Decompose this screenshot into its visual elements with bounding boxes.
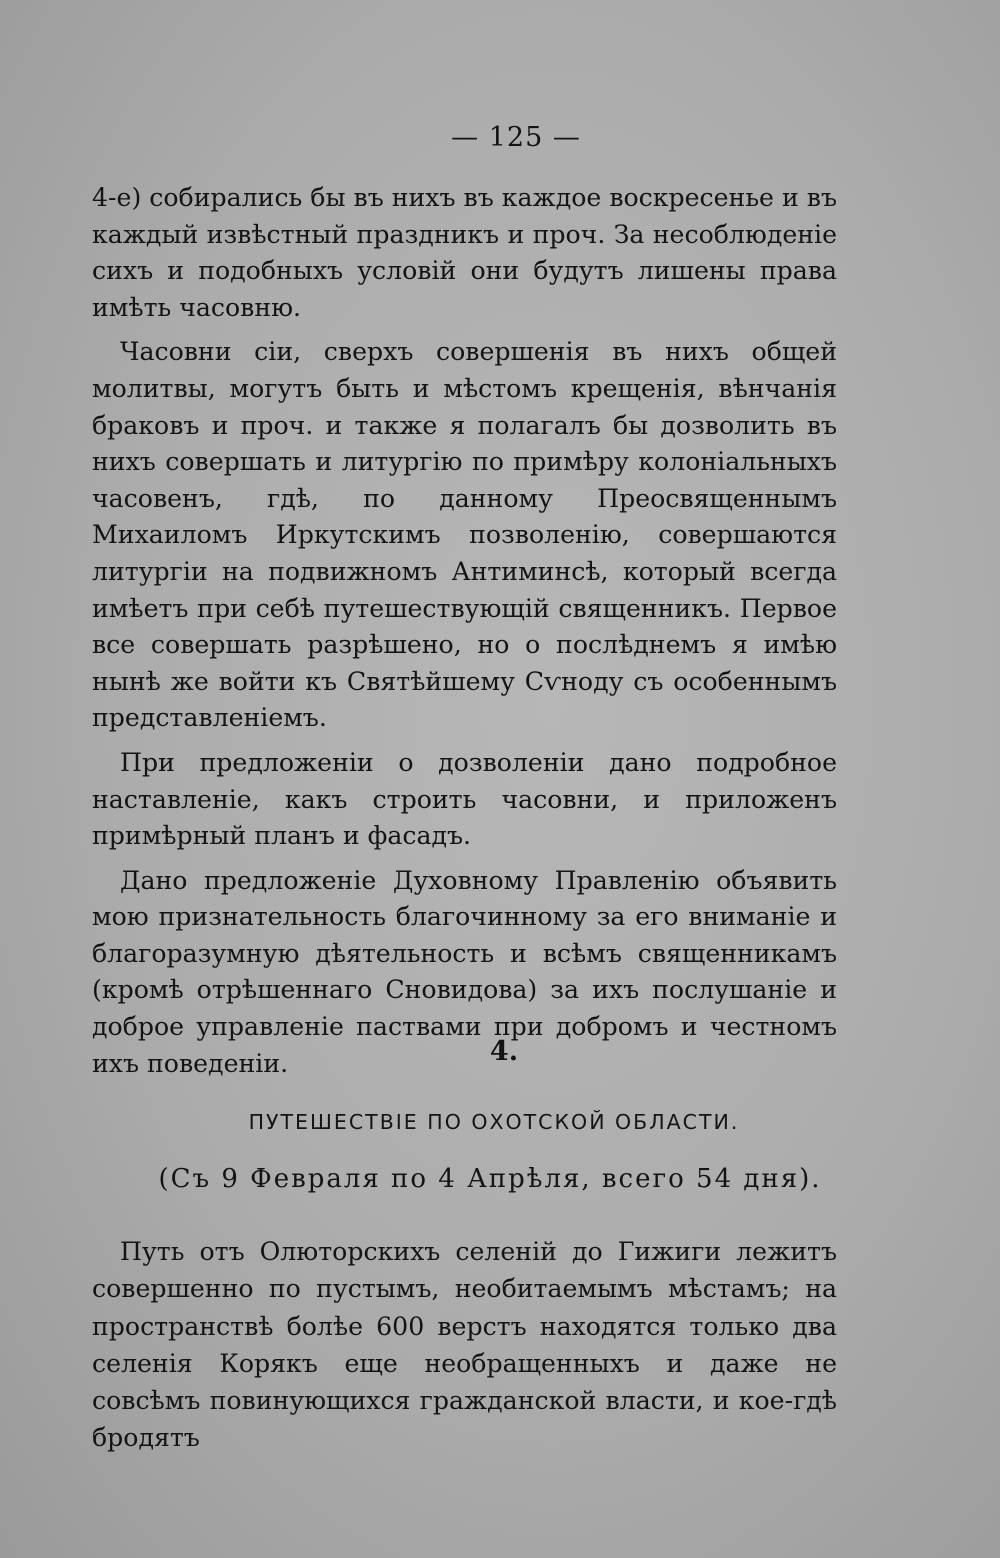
paragraph-4: Дано предложеніе Духовному Правленію объявить мою признательность благочинному за его вниманіе и благоразумную дѣятельность и всѣмъ священникамъ (кромѣ отрѣшеннаго Сновидова) за ихъ послушаніе и доброе управленіе паствами при добромъ и честномъ ихъ поведеніи. bbox=[92, 865, 837, 1078]
section-text bbox=[92, 1233, 837, 1457]
section-number: 4. bbox=[489, 1036, 519, 1067]
section-title: ПУТЕШЕСТВІЕ ПО ОХОТСКОЙ ОБЛАСТИ. bbox=[248, 1110, 740, 1134]
paragraph-2: Часовни сіи, сверхъ совершенія въ нихъ общей молитвы, могутъ быть и мѣстомъ крещенія, вѣнчанія браковъ и проч. и также я полагалъ бы дозволить въ нихъ совершать и литургію по примѣру колоніальныхъ часовенъ, гдѣ, по данному Преосвященнымъ Михаиломъ Иркутскимъ позволенію, совершаются литургіи на подвижномъ Антиминсѣ, который всегда имѣетъ при себѣ путешествующій священникъ. Первое все совершать разрѣшено, но о послѣднемъ я имѣю нынѣ же войти къ Святѣйшему Сѵноду съ особеннымъ представленіемъ. bbox=[92, 337, 837, 733]
main-text bbox=[92, 180, 837, 1082]
page-number: — 125 — bbox=[451, 122, 581, 153]
section-subtitle: (Съ 9 Февраля по 4 Апрѣля, всего 54 дня). bbox=[158, 1164, 822, 1194]
paragraph-1: 4-е) собирались бы въ нихъ въ каждое воскресенье и въ каждый извѣстный праздникъ и проч. За несоблюденіе сихъ и подобныхъ условій они будутъ лишены права имѣть часовню. bbox=[92, 183, 837, 322]
paragraph-3: При предложеніи о дозволеніи дано подробное наставленіе, какъ строить часовни, и приложенъ примѣрный планъ и фасадъ. bbox=[92, 747, 837, 851]
section-paragraph: Путь отъ Олюторскихъ селеній до Гижиги лежитъ совершенно по пустымъ, необитаемымъ мѣстамъ; на пространствѣ болѣе 600 верстъ находятся только два селенія Корякъ еще необращенныхъ и даже не совсѣмъ повинующихся гражданской власти, и кое-гдѣ бродятъ bbox=[92, 1237, 837, 1453]
